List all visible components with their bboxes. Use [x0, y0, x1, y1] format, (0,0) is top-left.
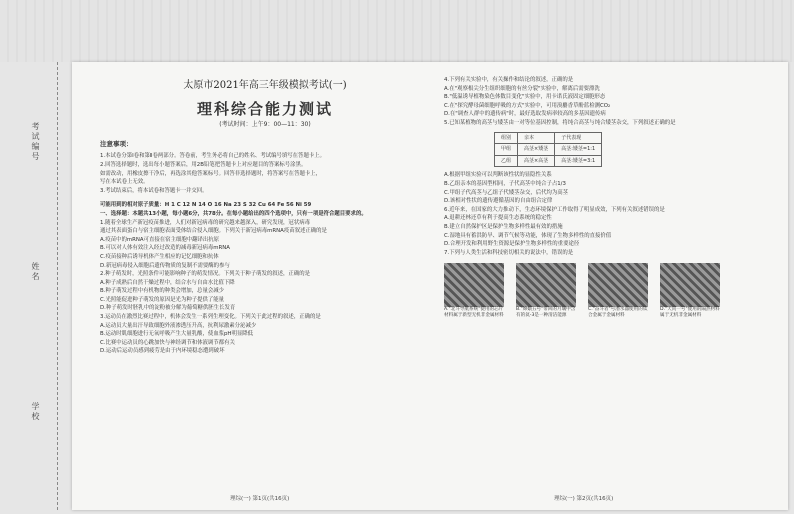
- question-line: C.湿地具有蓄洪防旱、调节气候等功能，体现了生物多样性的直接价值: [444, 232, 612, 239]
- image-caption: B."嫦娥五号"带回的月壤中含有的氦-3是一种清洁能源: [516, 307, 576, 319]
- question-line: B."低温诱导植物染色体数目变化"实验中，用卡诺氏液固定细胞形态: [444, 94, 606, 101]
- exam-time: (考试时间：上午9：00—11：30): [219, 121, 311, 129]
- image-caption: C."奋斗者"号潜水器使用的钛合金属于金属材料: [588, 307, 648, 319]
- left-column: [100, 62, 430, 510]
- subject-title: 理科综合能力测试: [196, 99, 333, 118]
- table-row: [495, 155, 602, 167]
- question-line: D.在"调查人群中的遗传病"时，最好选取发病率较高的多基因遗传病: [444, 111, 606, 118]
- question-line: C.比赛中运动员的心跳加快与神经调节和体液调节都有关: [100, 339, 235, 346]
- section-heading: 一、选择题：本题共13小题，每小题6分，共78分。在每小题给出的四个选项中，只有一项是符合题目要求的。: [100, 210, 367, 217]
- note-line: 1.本试卷分第Ⅰ卷和第Ⅱ卷两部分。答卷前，考生务必将自己的姓名、考试编号填写在答题卡上。: [100, 153, 326, 160]
- question-line: A.种子成熟后自然干燥过程中，结合水与自由水比值下降: [100, 279, 235, 286]
- gutter-name: 姓名: [31, 262, 40, 282]
- binding-gutter: [24, 62, 72, 510]
- question-line: D.新冠病毒侵入细胞后遗传物质的复制不需要酶的参与: [100, 262, 230, 269]
- background-noise: [0, 0, 794, 62]
- question-line: C.光照能促进种子萌发的原因是光为种子提供了能量: [100, 296, 225, 303]
- right-column: [444, 62, 778, 510]
- table-cell: 甲组: [495, 144, 518, 156]
- photo-image: [588, 263, 648, 307]
- atomic-masses: 可能用到的相对原子质量：H 1 C 12 N 14 O 16 Na 23 S 32 Cu 64 Fe 56 Ni 59: [100, 202, 312, 209]
- photo-image: [444, 263, 504, 307]
- table-cell: 乙组: [495, 155, 518, 167]
- question-line: D.运动后运动员感到疲劳是由于内环境稳态遭到破坏: [100, 348, 225, 355]
- question-line: A.运动员大量出汗导致细胞外液渗透压升高，抗利尿激素分泌减少: [100, 322, 257, 329]
- question-line: A.根据甲组实验可以判断该性状的显隐性关系: [444, 172, 552, 179]
- table-header-cell: 组别: [495, 132, 518, 144]
- table-header-cell: 亲本: [518, 132, 555, 144]
- table-header-cell: 子代表现: [555, 132, 602, 144]
- genetics-table: [494, 132, 602, 168]
- table-header-row: [495, 132, 602, 144]
- question-line: B.可以对人体有效注入经过改造的减毒新冠病毒mRNA: [100, 245, 230, 252]
- question-line: D.该相对性状的遗传遵循基因的自由组合定律: [444, 198, 553, 205]
- image-caption: D."天问一号"使用的隔热材料属于无机非金属材料: [660, 307, 720, 319]
- question-line: C.在"探究酵母菌细胞呼吸的方式"实验中，可用溴麝香草酚蓝检测CO₂: [444, 102, 611, 109]
- question-line: C.甲组子代高茎与乙组子代矮茎杂交，后代均为高茎: [444, 189, 569, 196]
- question-line: 1.随着全球生产新冠疫苗推进，人们对新冠病毒的研究越来越深入，研究发现，冠状病毒: [100, 219, 310, 226]
- question-images: [444, 263, 778, 319]
- question-line: B.乙组亲本的基因型相同，子代高茎中纯合子占1/3: [444, 180, 566, 187]
- note-line: 写在本试卷上无效。: [100, 179, 149, 186]
- question-line: A.在"观察根尖分生组织细胞的有丝分裂"实验中，解离后需要漂洗: [444, 85, 600, 92]
- question-line: 5.已知某植物的高茎与矮茎由一对等位基因控制，将纯合高茎与纯合矮茎杂交，下列叙述正确的是: [444, 119, 676, 126]
- question-line: B.运动时肌细胞进行无氧呼吸产生大量乳酸，使血浆pH明显降低: [100, 331, 254, 338]
- binding-line: [57, 62, 58, 510]
- question-line: 通过其表面蛋白与宿主细胞表面受体结合侵入细胞。下列关于新冠病毒mRNA疫苗叙述正确的是: [100, 228, 327, 235]
- gutter-exam-no: 考试编号: [31, 122, 40, 162]
- note-line: 2.回答选择题时，选出每小题答案后，用2B铅笔把答题卡上对应题目的答案标号涂黑。: [100, 161, 307, 168]
- table-cell: 高茎×高茎: [518, 155, 555, 167]
- question-line: 7.下列与人类生活和科技密切相关的说法中，错误的是: [444, 249, 574, 256]
- note-line: 如需改动，用橡皮擦干净后，再选涂其他答案标号。回答非选择题时，将答案写在答题卡上，: [100, 170, 322, 177]
- question-line: C.疫苗接种后诱导机体产生相应的记忆细胞和抗体: [100, 253, 219, 260]
- photo-image: [660, 263, 720, 307]
- question-line: 2.种子萌发时，光照条件可能影响种子的萌发情况。下列关于种子萌发的叙述，正确的是: [100, 271, 310, 278]
- question-line: D.种子萌发时胚乳中的淀粉被分解为葡萄糖供胚生长发育: [100, 305, 236, 312]
- question-line: 6.近年来，在国家的大力推动下，生态环境保护工作取得了明显成效，下列有关叙述错误的是: [444, 206, 665, 213]
- gutter-school: 学校: [31, 402, 40, 422]
- question-line: A.疫苗中的mRNA可直接在宿主细胞中翻译出抗原: [100, 236, 220, 243]
- exam-sheet: [72, 62, 788, 510]
- photo-image: [516, 263, 576, 307]
- question-line: D.合理开发和利用野生资源是保护生物多样性的重要途径: [444, 241, 580, 248]
- table-cell: 高茎:矮茎=1:1: [555, 144, 602, 156]
- question-line: 4.下列有关实验中，有关操作和结论的叙述，正确的是: [444, 77, 574, 83]
- table-cell: 高茎:矮茎=3:1: [555, 155, 602, 167]
- question-line: B.建立自然保护区是保护生物多样性最有效的措施: [444, 223, 563, 230]
- question-line: 3.运动员在激烈比赛过程中，机体会发生一系列生理变化。下列关于此过程的叙述，正确的是: [100, 314, 321, 321]
- question-line: B.种子萌发过程中有机物的种类会增加，总量会减少: [100, 288, 225, 295]
- image-caption: A."北斗导航系统"使用的芯片材料属于新型无机非金属材料: [444, 307, 504, 319]
- page-footer-left: 理综(一) 第1页(共16页): [230, 496, 290, 503]
- note-line: 3.考试结束后，将本试卷和答题卡一并交回。: [100, 187, 208, 194]
- exam-title: 太原市2021年高三年级模拟考试(一): [183, 80, 347, 91]
- page-footer-right: 理综(一) 第2页(共16页): [554, 496, 614, 503]
- question-line: A.退耕还林还草有利于提高生态系统的稳定性: [444, 215, 552, 222]
- notes-heading: 注意事项：: [100, 139, 133, 148]
- table-row: [495, 144, 602, 156]
- table-cell: 高茎×矮茎: [518, 144, 555, 156]
